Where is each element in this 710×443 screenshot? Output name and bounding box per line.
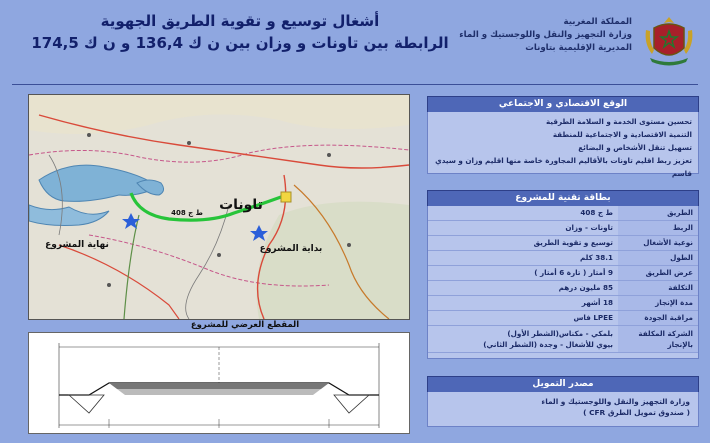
- table-row: [428, 311, 698, 326]
- table-value: 9 أمتار ( تارة 6 أمتار ): [428, 266, 618, 281]
- contractor-phase-1: بلمكي - مكناس(الشطر الأول): [507, 329, 613, 338]
- table-row: [428, 266, 698, 281]
- table-row: [428, 236, 698, 251]
- map-end-label: نهاية المشروع: [45, 240, 109, 250]
- table-value: توسيع و تقوية الطريق: [428, 236, 618, 251]
- table-value: 85 مليون درهم: [428, 281, 618, 296]
- ministry-line-ministry: وزارة التجهيز والنقل واللوجستيك و الماء: [459, 30, 632, 40]
- map-start-label: بداية المشروع: [259, 244, 323, 254]
- table-key: نوعية الأشغال: [618, 236, 698, 251]
- table-row: [428, 281, 698, 296]
- table-value: تاونات - وزان: [428, 221, 618, 236]
- economic-item: التنمية الاقتصادية و الاجتماعية للمنطقة: [552, 130, 692, 139]
- table-key: الطول: [618, 251, 698, 266]
- table-value: LPEE فاس: [428, 311, 618, 326]
- table-value: ط ج 408: [428, 206, 618, 221]
- table-key: الشركة المكلفة بالإنجاز: [618, 326, 698, 353]
- cross-section-caption: المقطع العرضي للمشروع: [190, 320, 300, 330]
- ministry-block: [442, 16, 632, 55]
- funding-panel-heading: مصدر التمويل: [427, 376, 699, 393]
- table-value: 38.1 كلم: [428, 251, 618, 266]
- title-line-2: الرابطة بين تاونات و وزان بين ن ك 136,4 و ن ك 174,5: [31, 34, 449, 52]
- table-row: [428, 326, 698, 353]
- title-line-1: أشغال توسيع و تقوية الطريق الجهوية: [100, 12, 380, 30]
- table-row: [428, 206, 698, 221]
- table-key: عرض الطريق: [618, 266, 698, 281]
- map-drawing: [29, 95, 409, 319]
- page-title: [30, 10, 450, 54]
- technical-panel-heading: بطاقة تقنية للمشروع: [427, 190, 699, 207]
- table-row: [428, 221, 698, 236]
- economic-item: تحسين مستوى الخدمة و السلامة الطرقية: [545, 117, 692, 126]
- technical-table: [428, 206, 698, 353]
- table-value: [428, 326, 618, 353]
- funding-line: ( صندوق تمويل الطرق CFR ): [583, 408, 690, 417]
- ministry-line-direction: المديرية الإقليمية بتاونات: [525, 43, 632, 53]
- table-key: الطريق: [618, 206, 698, 221]
- project-map: [28, 94, 410, 320]
- map-road-label: ط ج 408: [171, 209, 203, 217]
- table-key: الربط: [618, 221, 698, 236]
- technical-panel: [427, 206, 699, 359]
- cross-section-drawing: [28, 332, 410, 434]
- table-key: التكلفة: [618, 281, 698, 296]
- table-key: مراقبة الجودة: [618, 311, 698, 326]
- morocco-coat-of-arms-icon: [640, 14, 698, 70]
- table-key: مدة الإنجاز: [618, 296, 698, 311]
- ministry-line-kingdom: المملكة المغربية: [563, 17, 632, 27]
- table-row: [428, 251, 698, 266]
- table-row: [428, 296, 698, 311]
- table-value: 18 أشهر: [428, 296, 618, 311]
- economic-item: تسهيل تنقل الأشخاص و البضائع: [578, 143, 692, 152]
- contractor-phase-2: بيوي للأشغال - وجدة (الشطر الثاني): [483, 340, 613, 349]
- economic-item: تعزيز ربط اقليم تاونات بالأقاليم المجاورة خاصة منها اقليم وزان و سيدي قاسم: [435, 156, 692, 178]
- funding-panel: [427, 392, 699, 427]
- funding-line: وزارة التجهيز والنقل واللوجستيك و الماء: [541, 397, 690, 406]
- economic-panel: [427, 112, 699, 178]
- header-divider: [12, 84, 698, 85]
- map-city-label: تاونات: [219, 197, 263, 213]
- economic-panel-heading: الوقع الاقتصادي و الاجتماعي: [427, 96, 699, 113]
